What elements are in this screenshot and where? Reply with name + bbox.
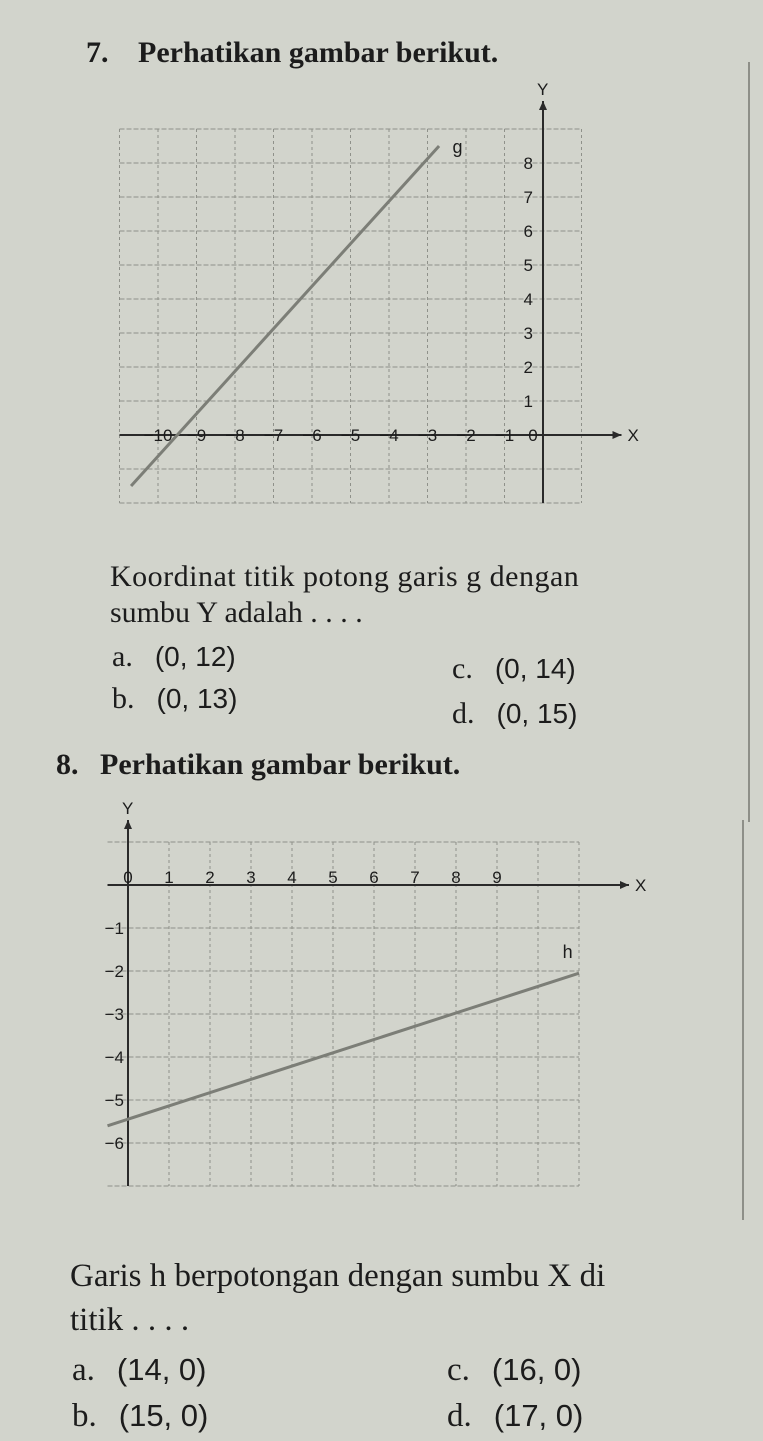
x-tick-label: −5 xyxy=(340,426,361,445)
q7-option-c[interactable] xyxy=(452,652,576,686)
x-axis-arrow xyxy=(613,431,622,439)
series-label-g: g xyxy=(452,136,463,157)
q7-option-a[interactable] xyxy=(112,640,236,674)
option-letter: c. xyxy=(447,1352,470,1388)
x-tick-label: 2 xyxy=(205,868,215,887)
x-tick-label: −10 xyxy=(143,426,173,445)
x-tick-label: −1 xyxy=(494,426,515,445)
x-tick-label: 8 xyxy=(451,868,461,887)
option-letter: a. xyxy=(112,640,133,673)
q8-question-line2: titik . . . . xyxy=(70,1302,190,1338)
y-axis-label: Y xyxy=(537,80,549,99)
option-letter: b. xyxy=(112,682,135,715)
y-tick-label: −5 xyxy=(104,1091,124,1110)
option-value: (15, 0) xyxy=(118,1398,209,1433)
x-tick-label: 3 xyxy=(246,868,256,887)
y-tick-label: 7 xyxy=(523,188,533,207)
option-value: (0, 14) xyxy=(494,653,576,684)
option-value: (0, 13) xyxy=(156,683,238,714)
option-letter: b. xyxy=(72,1398,97,1434)
option-value: (0, 15) xyxy=(496,698,578,729)
q8-option-a[interactable] xyxy=(72,1352,207,1389)
option-value: (16, 0) xyxy=(491,1352,582,1387)
x-axis-arrow xyxy=(620,881,629,889)
x-tick-label: 4 xyxy=(287,868,297,887)
x-tick-label: 0 xyxy=(123,868,133,887)
series-line-h xyxy=(108,973,580,1126)
y-axis-arrow xyxy=(124,820,132,829)
chart-line-g xyxy=(110,80,639,530)
y-tick-label: −6 xyxy=(104,1134,124,1153)
q7-question-line1: Koordinat titik potong garis g dengan xyxy=(110,560,580,593)
x-tick-label: −2 xyxy=(456,426,476,445)
option-letter: c. xyxy=(452,652,473,685)
x-tick-label: 0 xyxy=(528,426,538,445)
q8-number: 8. xyxy=(56,748,79,781)
q8-option-b[interactable] xyxy=(72,1398,208,1435)
x-tick-label: 5 xyxy=(328,868,338,887)
y-tick-label: 8 xyxy=(523,154,533,173)
x-tick-label: 6 xyxy=(369,868,379,887)
series-label-h: h xyxy=(562,942,573,963)
page-edge-line-lower xyxy=(742,820,744,1220)
option-value: (14, 0) xyxy=(116,1352,207,1387)
y-tick-label: 4 xyxy=(523,290,533,309)
q7-number: 7. xyxy=(86,36,109,69)
y-tick-label: −4 xyxy=(104,1048,124,1067)
option-value: (17, 0) xyxy=(493,1398,584,1433)
option-letter: a. xyxy=(72,1352,95,1388)
q7-option-b[interactable] xyxy=(112,682,237,716)
y-tick-label: 2 xyxy=(523,358,533,377)
x-tick-label: −7 xyxy=(263,426,284,445)
x-tick-label: −8 xyxy=(225,426,245,445)
x-tick-label: −4 xyxy=(379,426,399,445)
option-letter: d. xyxy=(452,697,475,730)
x-tick-label: −9 xyxy=(186,426,207,445)
q8-option-c[interactable] xyxy=(447,1352,582,1389)
y-tick-label: 6 xyxy=(523,222,533,241)
q8-question-line1: Garis h berpotongan dengan sumbu X di xyxy=(70,1258,606,1294)
q7-question-line2: sumbu Y adalah . . . . xyxy=(110,596,363,629)
x-axis-label: X xyxy=(635,876,647,895)
q8-option-d[interactable] xyxy=(447,1398,583,1435)
chart-line-h xyxy=(80,790,647,1200)
x-tick-label: 7 xyxy=(410,868,420,887)
x-tick-label: 1 xyxy=(164,868,174,887)
y-tick-label: 5 xyxy=(523,256,533,275)
x-tick-label: −3 xyxy=(417,426,438,445)
x-tick-label: −6 xyxy=(302,426,322,445)
x-tick-label: 9 xyxy=(492,868,502,887)
y-tick-label: 1 xyxy=(523,392,533,411)
x-axis-label: X xyxy=(627,426,639,445)
q7-option-d[interactable] xyxy=(452,697,577,731)
y-tick-label: −3 xyxy=(104,1005,124,1024)
y-axis-arrow xyxy=(539,101,547,110)
q8-heading: Perhatikan gambar berikut. xyxy=(100,748,461,781)
y-axis-label: Y xyxy=(122,799,134,818)
page-edge-line xyxy=(748,62,750,822)
y-tick-label: −1 xyxy=(104,919,124,938)
q7-heading: Perhatikan gambar berikut. xyxy=(138,36,499,69)
y-tick-label: 3 xyxy=(523,324,533,343)
y-tick-label: −2 xyxy=(104,962,124,981)
option-value: (0, 12) xyxy=(154,641,236,672)
option-letter: d. xyxy=(447,1398,472,1434)
